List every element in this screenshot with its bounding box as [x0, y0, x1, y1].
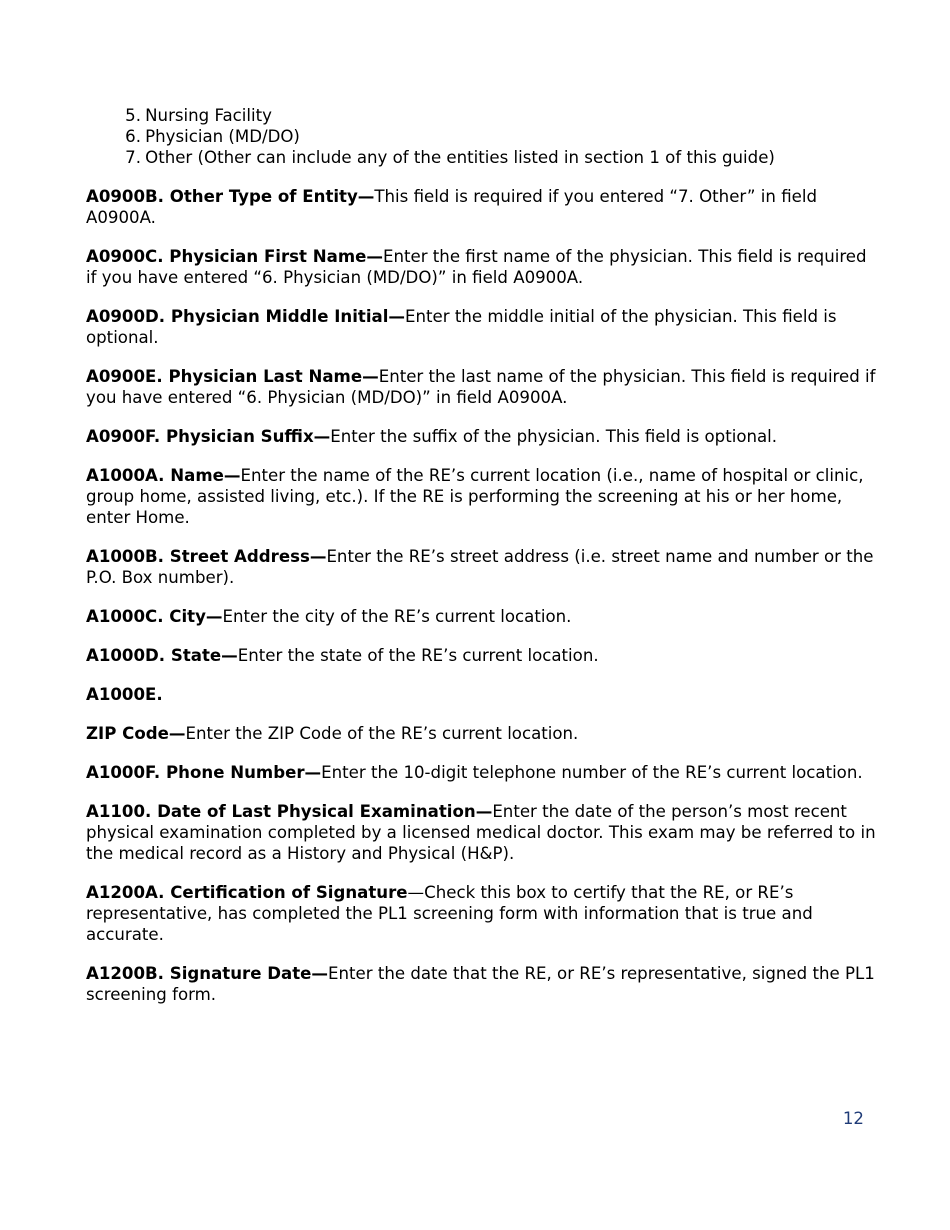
field-term: A1100. Date of Last Physical Examination—	[86, 802, 493, 821]
field-definition-a1200a	[86, 882, 876, 945]
list-item-number: 7.	[125, 148, 141, 167]
field-term: A1000E.	[86, 685, 163, 704]
field-term: A1200A. Certification of Signature	[86, 883, 408, 902]
field-definition-a1100	[86, 801, 876, 864]
field-term: A0900D. Physician Middle Initial—	[86, 307, 406, 326]
field-description: Enter the city of the RE’s current location.	[222, 607, 572, 626]
field-term: A1000C. City—	[86, 607, 223, 626]
field-description: Enter the name of the RE’s current location (i.e., name of hospital or clinic, group home, assisted living, etc.). If the RE is performing the screening at his or her home, enter Home.	[86, 466, 864, 527]
field-term: A1000F. Phone Number—	[86, 763, 322, 782]
field-description: Enter the first name of the physician. This field is required if you have entered “6. Physician (MD/DO)” in field A0900A.	[86, 247, 867, 287]
field-definition-zip-code	[86, 723, 876, 744]
list-item-number: 5.	[125, 106, 141, 125]
field-description: Enter the state of the RE’s current location.	[237, 646, 599, 665]
field-term: A0900C. Physician First Name—	[86, 247, 383, 266]
field-definition-a1000b	[86, 546, 876, 588]
list-item-text: Other (Other can include any of the entities listed in section 1 of this guide)	[145, 148, 775, 167]
field-description: Enter the ZIP Code of the RE’s current location.	[185, 724, 579, 743]
field-description: —Check this box to certify that the RE, or RE’s representative, has completed the PL1 screening form with information that is true and accurate.	[86, 883, 813, 944]
field-definition-a0900c	[86, 246, 876, 288]
list-item-text: Physician (MD/DO)	[145, 127, 300, 146]
field-definition-a0900d	[86, 306, 876, 348]
list-item	[86, 147, 876, 168]
field-definition-a1000a	[86, 465, 876, 528]
entity-type-list	[86, 105, 876, 168]
field-description: Enter the date that the RE, or RE’s representative, signed the PL1 screening form.	[86, 964, 875, 1004]
list-item-text: Nursing Facility	[145, 106, 272, 125]
field-description: Enter the last name of the physician. This field is required if you have entered “6. Physician (MD/DO)” in field A0900A.	[86, 367, 876, 407]
field-description: Enter the RE’s street address (i.e. street name and number or the P.O. Box number).	[86, 547, 874, 587]
field-term: A0900B. Other Type of Entity—	[86, 187, 375, 206]
list-item	[86, 126, 876, 147]
field-definition-a0900e	[86, 366, 876, 408]
field-definition-a0900f	[86, 426, 876, 447]
field-definition-a1200b	[86, 963, 876, 1005]
field-description: This field is required if you entered “7. Other” in field A0900A.	[86, 187, 818, 227]
field-definition-a1000d	[86, 645, 876, 666]
field-definition-a1000c	[86, 606, 876, 627]
field-description: Enter the suffix of the physician. This field is optional.	[330, 427, 778, 446]
page-number: 12	[842, 1109, 864, 1128]
field-definition-a0900b	[86, 186, 876, 228]
list-item-number: 6.	[125, 127, 141, 146]
field-definition-a1000f	[86, 762, 876, 783]
document-page	[86, 105, 876, 1023]
field-term: A1000A. Name—	[86, 466, 241, 485]
field-term: A1000B. Street Address—	[86, 547, 327, 566]
field-term: A1200B. Signature Date—	[86, 964, 328, 983]
field-description: Enter the 10-digit telephone number of the RE’s current location.	[321, 763, 863, 782]
field-term: ZIP Code—	[86, 724, 186, 743]
list-item	[86, 105, 876, 126]
field-definition-a1000e	[86, 684, 876, 705]
field-description: Enter the middle initial of the physician. This field is optional.	[86, 307, 837, 347]
field-term: A0900F. Physician Suffix—	[86, 427, 331, 446]
field-term: A0900E. Physician Last Name—	[86, 367, 379, 386]
field-term: A1000D. State—	[86, 646, 238, 665]
field-description: Enter the date of the person’s most recent physical examination completed by a licensed medical doctor. This exam may be referred to in the medical record as a History and Physical (H&P).	[86, 802, 876, 863]
